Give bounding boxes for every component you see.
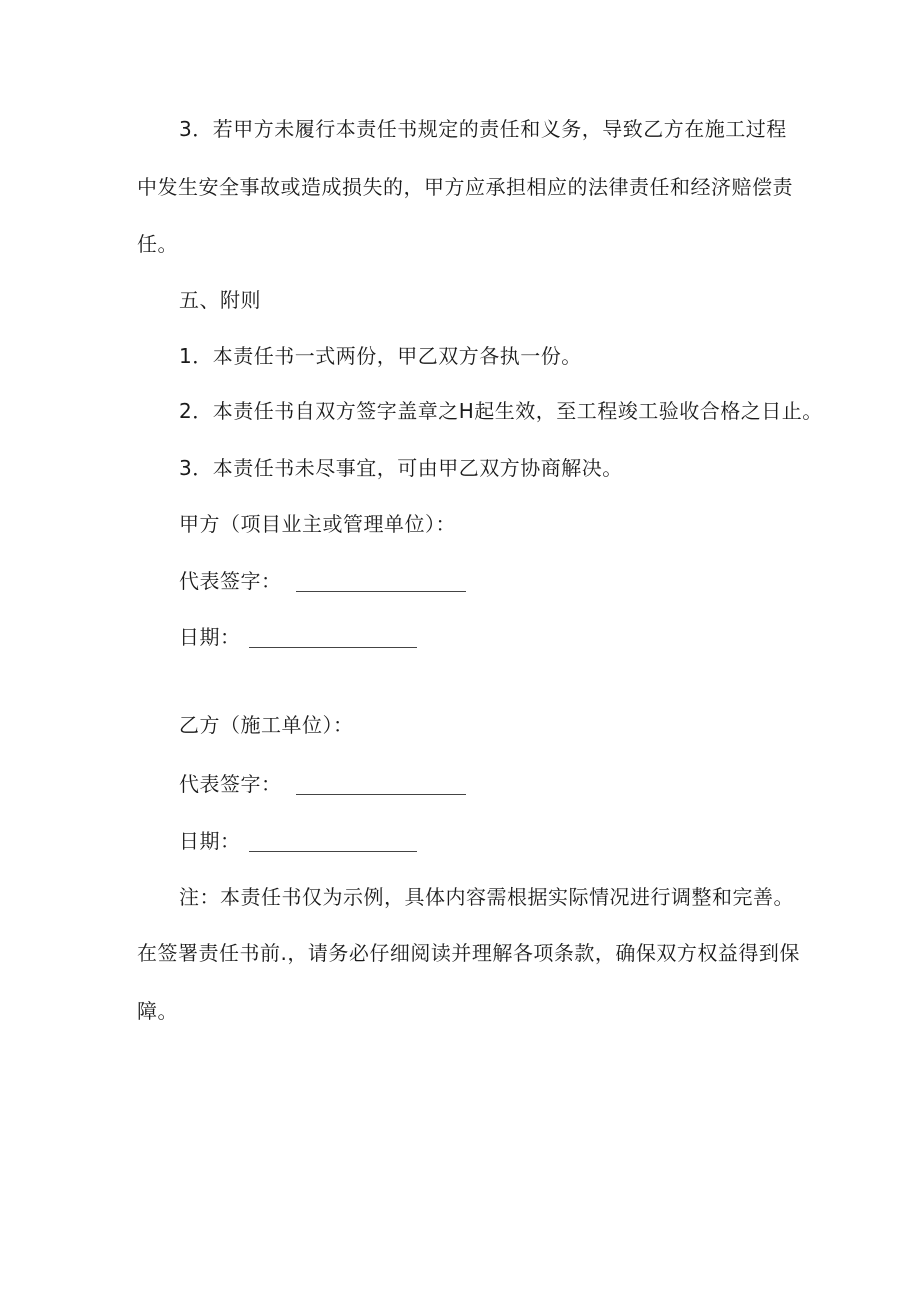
clause-3-line-3: 任。 — [137, 232, 178, 256]
clause-3-line-1: 3．若甲方未履行本责任书规定的责任和义务，导致乙方在施工过程 — [179, 117, 787, 141]
party-a-sign-row — [179, 569, 466, 593]
party-b-signature-field[interactable] — [296, 776, 466, 795]
party-b-sign-label: 代表签字： — [179, 772, 282, 796]
party-b-title: 乙方（施工单位）： — [179, 713, 354, 737]
party-a-title: 甲方（项目业主或管理单位）： — [179, 512, 456, 536]
appendix-item-3: 3．本责任书未尽事宜，可由甲乙双方协商解决。 — [179, 456, 623, 480]
party-a-signature-field[interactable] — [296, 573, 466, 592]
party-b-sign-row — [179, 772, 466, 796]
note-line-2: 在签署责任书前.，请务必仔细阅读并理解各项条款，确保双方权益得到保 — [137, 941, 800, 965]
party-b-date-row — [179, 829, 417, 853]
party-a-date-field[interactable] — [249, 629, 417, 648]
note-line-1: 注：本责任书仅为示例，具体内容需根据实际情况进行调整和完善。 — [179, 885, 794, 909]
note-line-3: 障。 — [137, 999, 178, 1023]
party-b-date-field[interactable] — [249, 833, 417, 852]
party-b-date-label: 日期： — [179, 829, 241, 853]
party-a-date-label: 日期： — [179, 625, 241, 649]
section-heading-appendix: 五、附则 — [179, 288, 261, 312]
appendix-item-1: 1．本责任书一式两份，甲乙双方各执一份。 — [179, 344, 582, 368]
party-a-sign-label: 代表签字： — [179, 569, 282, 593]
party-a-date-row — [179, 625, 417, 649]
clause-3-line-2: 中发生安全事故或造成损失的，甲方应承担相应的法律责任和经济赔偿责 — [137, 175, 793, 199]
appendix-item-2: 2．本责任书自双方签字盖章之H起生效，至工程竣工验收合格之日止。 — [179, 399, 823, 423]
